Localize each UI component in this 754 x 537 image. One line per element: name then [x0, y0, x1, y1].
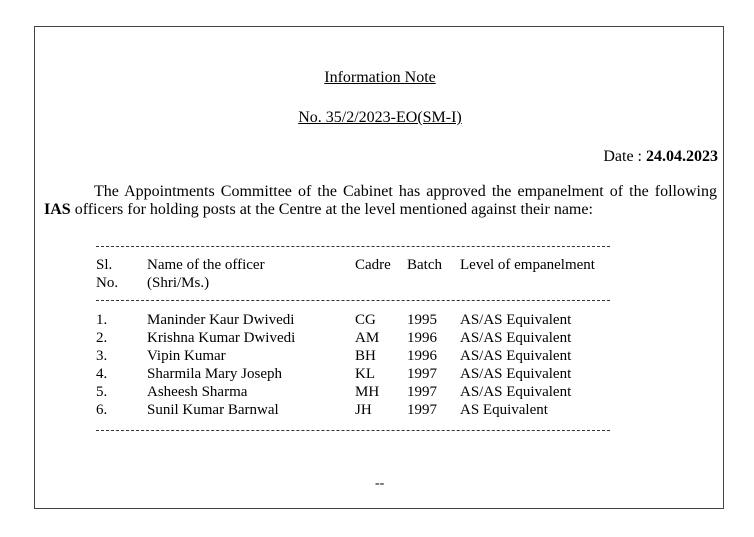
para-text-after: officers for holding posts at the Centre at the level mentioned against their name:: [70, 201, 593, 218]
cell-sl: 1.: [96, 312, 108, 328]
table-rule-bottom: [96, 430, 610, 431]
cell-cadre: BH: [355, 348, 376, 364]
cell-name: Sharmila Mary Joseph: [147, 366, 282, 382]
cell-cadre: AM: [355, 330, 380, 346]
cell-sl: 3.: [96, 348, 108, 364]
reference-number: No. 35/2/2023-EO(SM-I): [298, 109, 462, 126]
table-row: [0, 365, 754, 383]
body-paragraph: [44, 183, 717, 219]
table-rule-middle: [96, 300, 610, 301]
header-sl-no: No.: [96, 275, 119, 291]
table-row: [0, 311, 754, 329]
para-text-bold: IAS: [44, 201, 71, 218]
header-batch: Batch: [407, 257, 442, 273]
date-value: 24.04.2023: [646, 148, 718, 165]
cell-cadre: JH: [355, 402, 372, 418]
cell-name: Maninder Kaur Dwivedi: [147, 312, 295, 328]
cell-sl: 2.: [96, 330, 108, 346]
table-row: [0, 401, 754, 419]
cell-sl: 4.: [96, 366, 108, 382]
cell-name: Vipin Kumar: [147, 348, 226, 364]
header-level: Level of empanelment: [460, 257, 595, 273]
cell-sl: 6.: [96, 402, 108, 418]
cell-batch: 1997: [407, 402, 437, 418]
header-cadre: Cadre: [355, 257, 391, 273]
table-rule-top: [96, 246, 610, 247]
cell-cadre: KL: [355, 366, 375, 382]
cell-name: Asheesh Sharma: [147, 384, 248, 400]
header-sl: Sl.: [96, 257, 113, 273]
cell-name: Sunil Kumar Barnwal: [147, 402, 279, 418]
table-row: [0, 383, 754, 401]
document-title: Information Note: [324, 69, 436, 86]
cell-sl: 5.: [96, 384, 108, 400]
cell-batch: 1997: [407, 384, 437, 400]
cell-level: AS Equivalent: [460, 402, 548, 418]
cell-batch: 1997: [407, 366, 437, 382]
date-line: [603, 148, 718, 166]
cell-level: AS/AS Equivalent: [460, 330, 572, 346]
cell-batch: 1996: [407, 348, 437, 364]
cell-name: Krishna Kumar Dwivedi: [147, 330, 296, 346]
cell-level: AS/AS Equivalent: [460, 366, 572, 382]
table-row: [0, 347, 754, 365]
cell-level: AS/AS Equivalent: [460, 312, 572, 328]
cell-level: AS/AS Equivalent: [460, 384, 572, 400]
cell-batch: 1995: [407, 312, 437, 328]
date-label: Date :: [603, 148, 646, 165]
table-row: [0, 329, 754, 347]
cell-level: AS/AS Equivalent: [460, 348, 572, 364]
para-text-before: The Appointments Committee of the Cabinet has approved the empanelment of the following: [94, 183, 717, 200]
header-name: Name of the officer: [147, 257, 265, 273]
cell-cadre: MH: [355, 384, 380, 400]
page-end-mark: --: [375, 476, 385, 491]
cell-cadre: CG: [355, 312, 376, 328]
cell-batch: 1996: [407, 330, 437, 346]
header-name-sub: (Shri/Ms.): [147, 275, 210, 291]
